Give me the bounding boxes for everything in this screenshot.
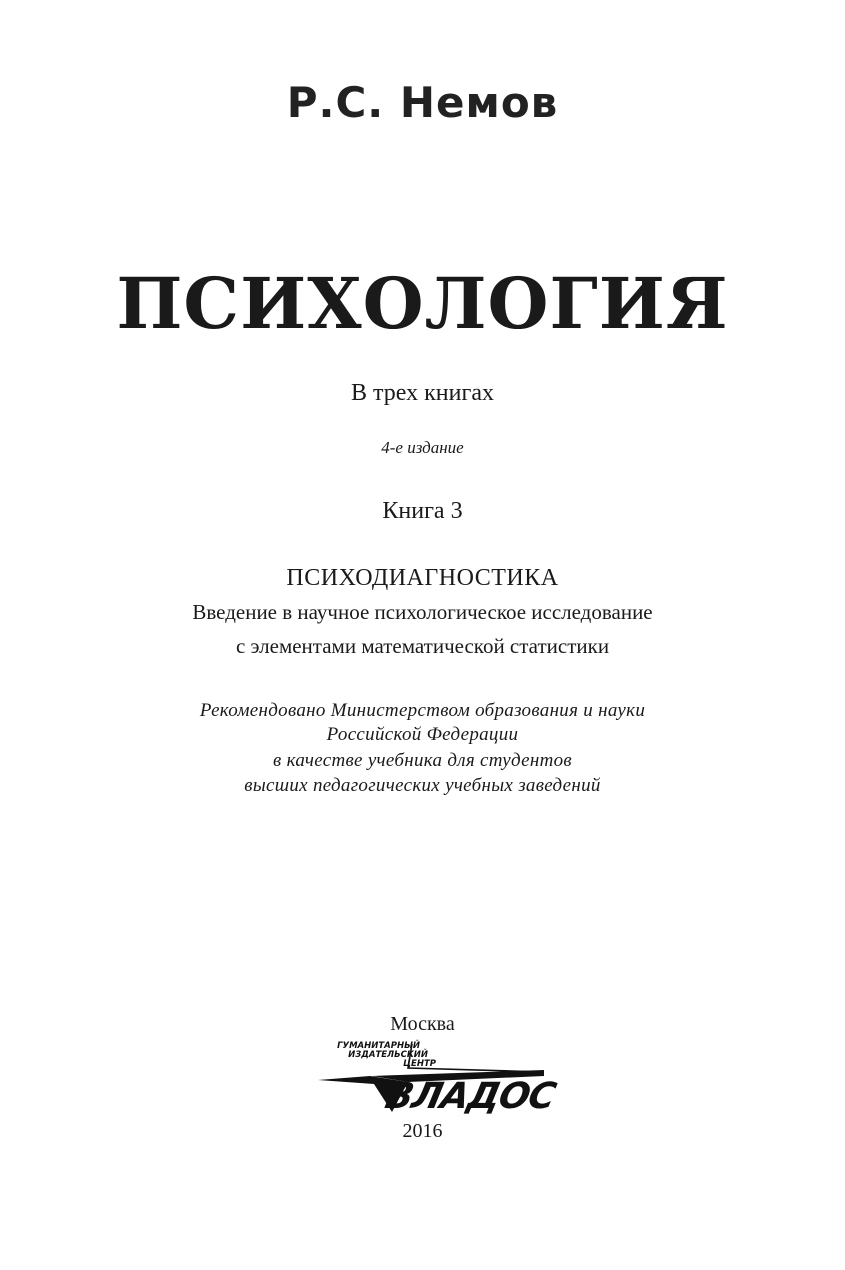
series-subtitle: В трех книгах: [351, 380, 494, 406]
author-name: Р.С. Немов: [286, 78, 559, 127]
publisher-logo: [312, 1040, 559, 1118]
book-number: Книга 3: [382, 498, 463, 524]
recommendation-line: в качестве учебника для студентов: [273, 750, 572, 771]
recommendation-line: Рекомендовано Министерством образования и науки: [199, 700, 646, 721]
publisher-tagline-line: ЦЕНТР: [403, 1059, 436, 1069]
publisher-name: ВЛАДОС: [381, 1076, 559, 1117]
publisher-tagline-line: ИЗДАТЕЛЬСКИЙ: [348, 1050, 428, 1060]
recommendation-line: высших педагогических учебных заведений: [244, 775, 601, 796]
edition-label: 4-е издание: [381, 438, 464, 457]
volume-title: ПСИХОДИАГНОСТИКА: [286, 565, 559, 591]
publication-city: Москва: [390, 1013, 455, 1035]
volume-subtitle-line: Введение в научное психологическое исследование: [192, 600, 653, 624]
publication-year: 2016: [402, 1120, 443, 1142]
book-title: ПСИХОЛОГИЯ: [116, 262, 729, 345]
recommendation-line: Российской Федерации: [326, 724, 519, 745]
volume-subtitle-line: с элементами математической статистики: [235, 634, 610, 658]
publisher-tagline-line: ГУМАНИТАРНЫЙ: [337, 1041, 420, 1051]
